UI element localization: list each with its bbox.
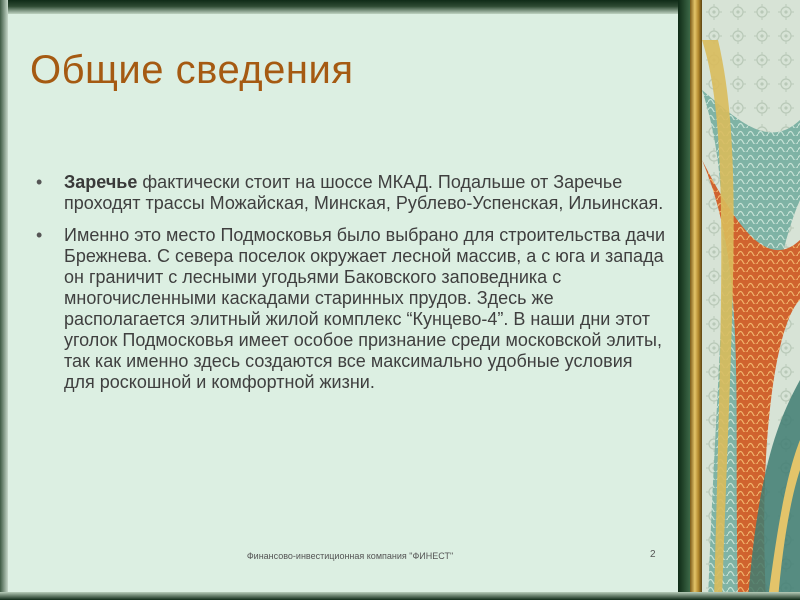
bullet-item (36, 172, 666, 214)
bullet-item (36, 225, 666, 393)
bullet-text: Именно это место Подмосковья было выбрано для строительства дачи Брежнева. С севера поселок окружает лесной массив, а с юга и запада он граничит с лесными угодьями Баковского заповедника с многочисленными каскадами старинных прудов. Здесь же располагается элитный жилой комплекс “Кунцево-4”. В наши дни этот уголок Подмосковья имеет особое признание среди московской элиты, так как именно здесь создаются все максимально удобные условия для роскошной и комфортной жизни. (64, 225, 666, 392)
bullet-dot-icon: • (36, 172, 43, 192)
slide-frame-left (0, 0, 8, 600)
slide-title: Общие сведения (30, 48, 354, 92)
slide-footer: Финансово-инвестиционная компания "ФИНЕСТ" (246, 551, 454, 561)
bullet-text: фактически стоит на шоссе МКАД. Подальше от Заречье проходят трассы Можайская, Минская, Рублево-Успенская, Ильинская. (64, 172, 664, 213)
slide-frame-bottom (0, 592, 800, 600)
floral-ribbon-decoration (678, 0, 800, 600)
bullet-dot-icon: • (36, 225, 43, 245)
slide-bullet-list (36, 172, 666, 404)
bullet-lead: Заречье (64, 172, 138, 192)
page-number: 2 (650, 549, 656, 560)
